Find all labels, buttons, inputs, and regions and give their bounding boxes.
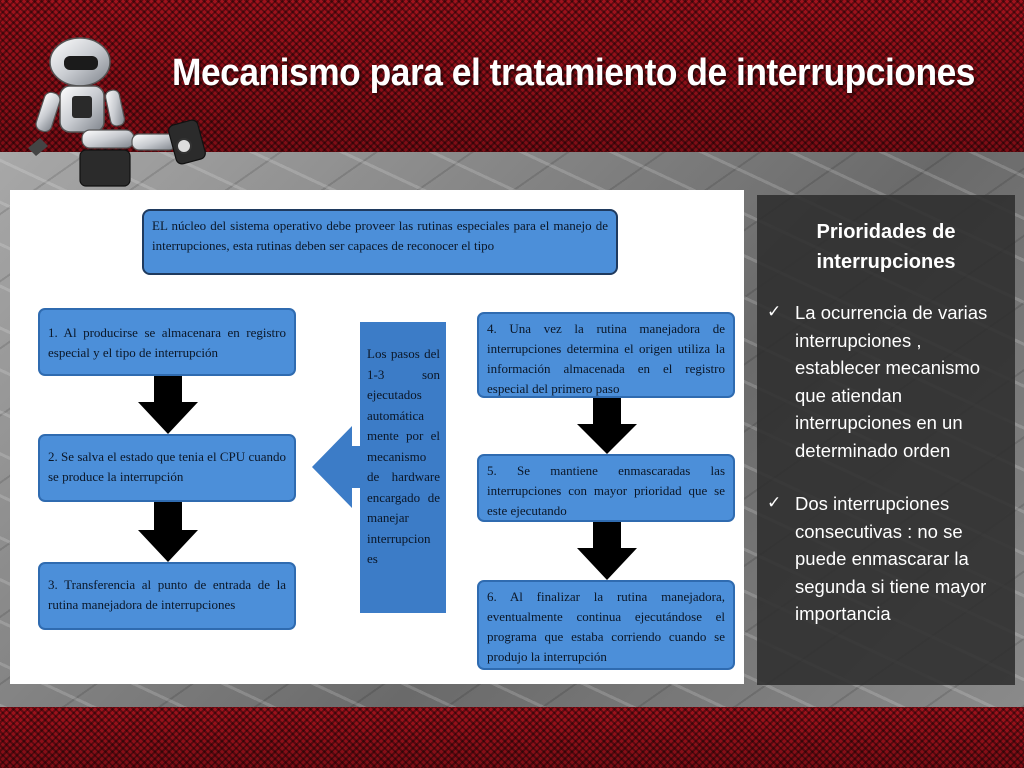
arrow-down-1-icon [138,376,198,434]
diagram-panel [10,190,744,684]
arrow-left-icon [312,426,362,508]
hardware-note-box: Los pasos del 1-3 son ejecutados automática mente por el mecanismo de hardware encargado de manejar interrupcion es [360,322,446,613]
arrow-down-2-icon [138,502,198,562]
step-6-box: 6. Al finalizar la rutina manejadora, eventualmente continua ejecutándose el programa que estaba corriendo cuando se produjo la interrupción [477,580,735,670]
step-4-box: 4. Una vez la rutina manejadora de interrupciones determina el origen utiliza la información almacenada en el registro especial del primero paso [477,312,735,398]
checkmark-icon: ✓ [767,302,782,322]
arrow-down-3-icon [577,398,637,454]
footer-band [0,707,1024,768]
arrow-down-4-icon [577,522,637,580]
checkmark-icon: ✓ [767,493,782,513]
step-3-box: 3. Transferencia al punto de entrada de la rutina manejadora de interrupciones [38,562,296,630]
bullet-item-1 [763,299,1009,464]
panel-title: Prioridades de interrupciones [816,221,956,273]
bullet-text-1: La ocurrencia de varias interrupciones , establecer mecanismo que atiendan interrupciones en un determinado orden [795,302,988,461]
step-5-box: 5. Se mantiene enmascaradas las interrupciones con mayor prioridad que se este ejecutando [477,454,735,522]
intro-box: EL núcleo del sistema operativo debe proveer las rutinas especiales para el manejo de interrupciones, esta rutinas deben ser capaces de reconocer el tipo [142,209,618,275]
page-title: Mecanismo para el tratamiento de interrupciones [172,52,975,94]
priorities-panel [757,195,1015,685]
step-1-box: 1. Al producirse se almacenara en registro especial y el tipo de interrupción [38,308,296,376]
step-2-box: 2. Se salva el estado que tenia el CPU cuando se produce la interrupción [38,434,296,502]
bullet-item-2 [763,490,1009,628]
bullet-text-2: Dos interrupciones consecutivas : no se puede enmascarar la segunda si tiene mayor importancia [795,493,987,624]
